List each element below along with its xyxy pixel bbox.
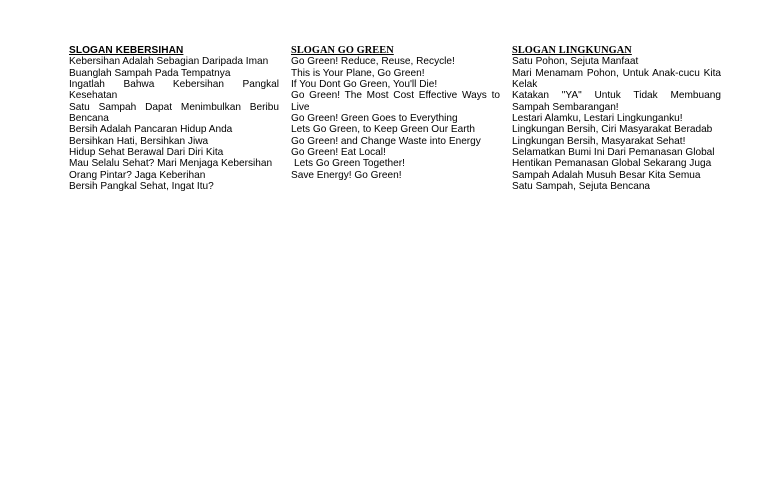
slogan-line: Orang Pintar? Jaga Keberihan	[69, 169, 206, 181]
slogan-line: Go Green! Green Goes to Everything	[291, 113, 458, 125]
slogan-line: Go Green! The Most Cost Effective Ways to Live	[291, 90, 500, 113]
column-slogan-kebersihan	[69, 45, 279, 192]
slogan-line: Mari Menamam Pohon, Untuk Anak-cucu Kita Kelak	[512, 67, 721, 91]
slogan-line: This is Your Plane, Go Green!	[291, 67, 425, 79]
slogan-line: Lingkungan Bersih, Ciri Masyarakat Beradab	[512, 124, 713, 136]
slogan-line: Selamatkan Bumi Ini Dari Pemanasan Global	[512, 147, 715, 159]
heading-slogan-kebersihan: SLOGAN KEBERSIHAN	[69, 45, 184, 56]
slogan-line: Buanglah Sampah Pada Tempatnya	[69, 67, 231, 79]
slogan-line: Lets Go Green, to Keep Green Our Earth	[291, 124, 476, 136]
slogan-line: Sampah Adalah Musuh Besar Kita Semua	[512, 169, 701, 181]
slogan-line: Satu Sampah, Sejuta Bencana	[512, 181, 651, 193]
slogan-line: Go Green! Reduce, Reuse, Recycle!	[291, 56, 455, 68]
slogan-line: Bersih Adalah Pancaran Hidup Anda	[69, 124, 233, 136]
slogan-line: Lingkungan Bersih, Masyarakat Sehat!	[512, 135, 686, 147]
slogan-line: Katakan "YA" Untuk Tidak Membuang Sampah Sembarangan!	[512, 90, 721, 113]
slogan-line: Go Green! and Change Waste into Energy	[291, 135, 481, 147]
slogan-list-lingkungan	[512, 56, 721, 192]
slogan-line: Go Green! Eat Local!	[291, 147, 386, 159]
column-slogan-go-green	[291, 45, 500, 181]
slogan-line: Kebersihan Adalah Sebagian Daripada Iman	[69, 56, 269, 68]
slogan-line: Hentikan Pemanasan Global Sekarang Juga	[512, 158, 712, 170]
slogan-line: Satu Pohon, Sejuta Manfaat	[512, 56, 639, 68]
slogan-line: Lestari Alamku, Lestari Lingkunganku!	[512, 113, 683, 125]
slogan-line: Lets Go Green Together!	[294, 158, 405, 170]
slogan-line: Bersih Pangkal Sehat, Ingat Itu?	[69, 181, 214, 193]
slogan-list-go-green	[291, 56, 500, 181]
slogan-line: Ingatlah Bahwa Kebersihan Pangkal Kesehatan	[69, 79, 279, 102]
slogan-line: Save Energy! Go Green!	[291, 169, 402, 181]
slogan-line: Satu Sampah Dapat Menimbulkan Beribu Bencana	[69, 101, 279, 125]
slogan-line: Mau Selalu Sehat? Mari Menjaga Kebersihan	[69, 158, 273, 170]
slogan-line: Bersihkan Hati, Bersihkan Jiwa	[69, 135, 209, 147]
slogan-line: Hidup Sehat Berawal Dari Diri Kita	[69, 147, 224, 159]
slogan-list-kebersihan	[69, 56, 279, 192]
heading-slogan-go-green: SLOGAN GO GREEN	[291, 45, 394, 56]
column-slogan-lingkungan	[512, 45, 721, 192]
slogan-line: If You Dont Go Green, You'll Die!	[291, 79, 438, 91]
heading-slogan-lingkungan: SLOGAN LINGKUNGAN	[512, 45, 632, 56]
